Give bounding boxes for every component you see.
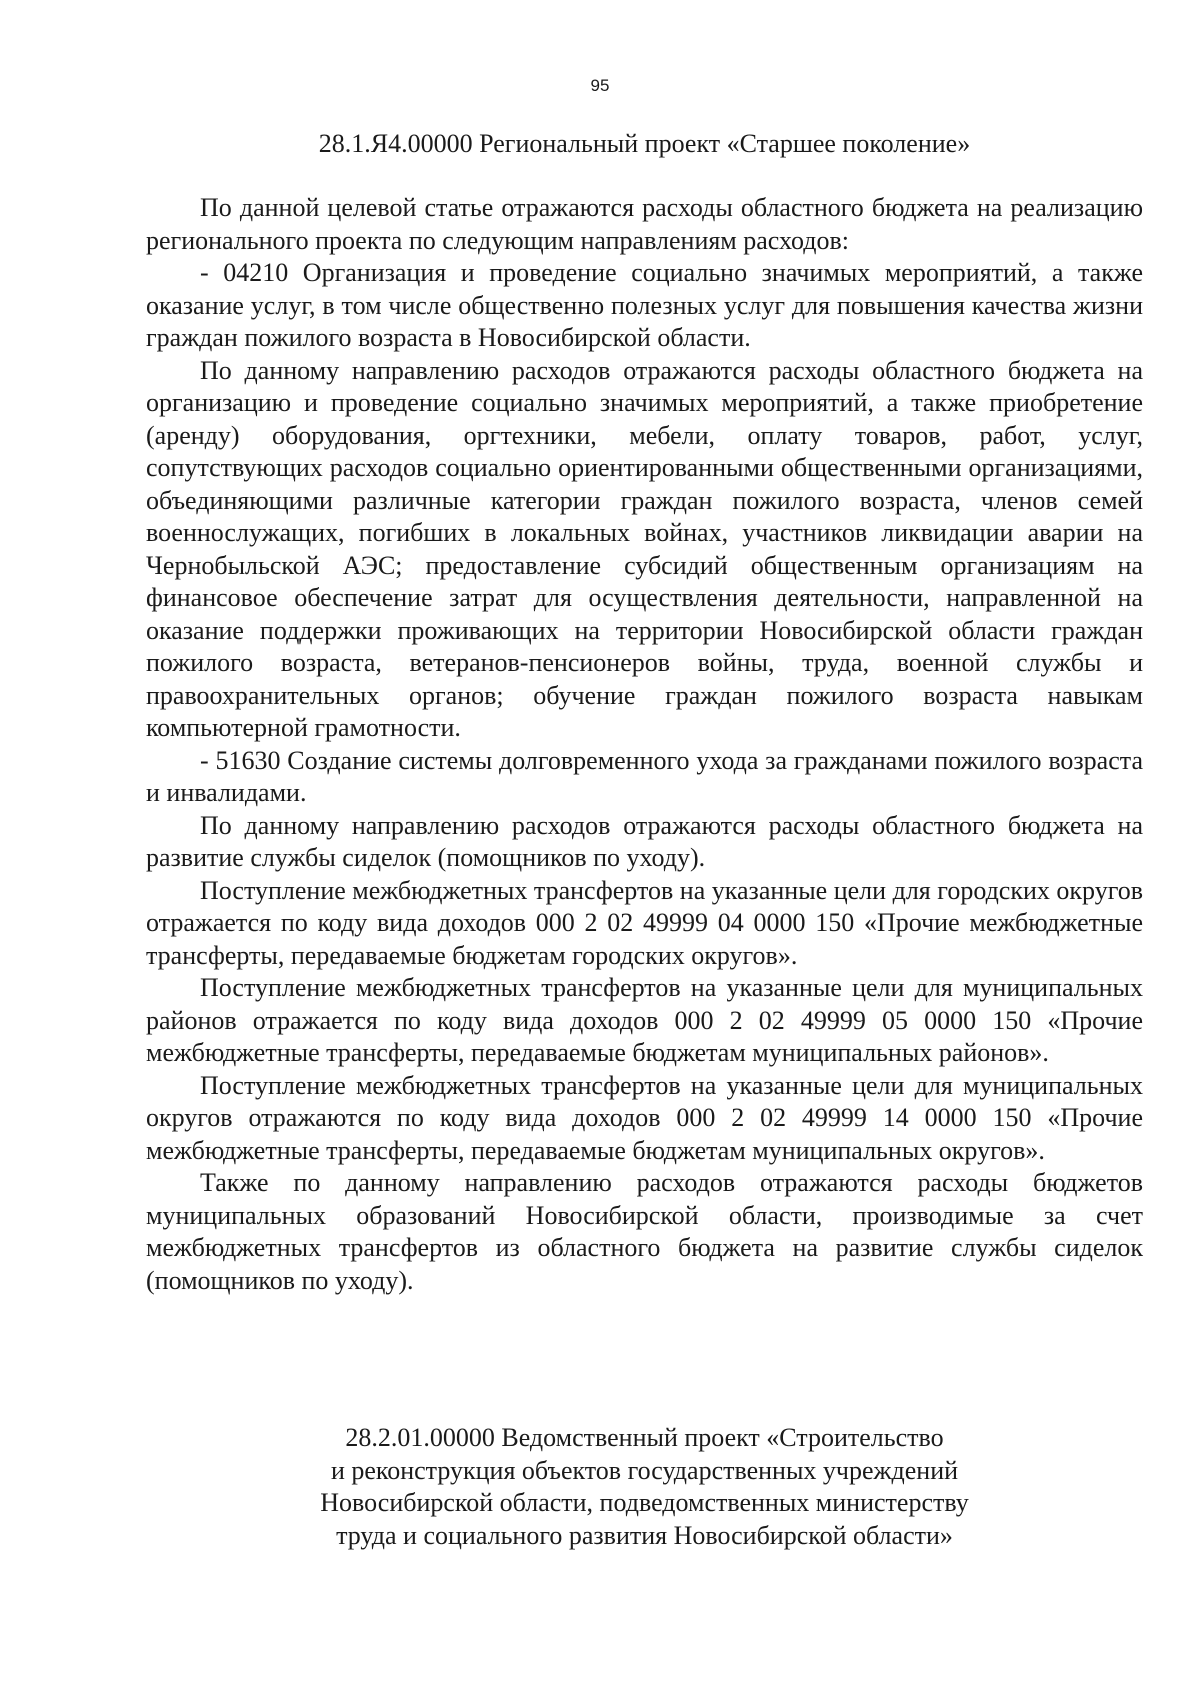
section-title-line: и реконструкция объектов государственных учреждений	[330, 1455, 959, 1485]
paragraph-transfers-municipal-okrugs: Поступление межбюджетных трансфертов на указанные цели для муниципальных округов отражаются по коду вида доходов 000 2 02 49999 14 0000 150 «Прочие межбюджетные трансферты, передаваемые бюджетам муниципальных округов».	[146, 1070, 1143, 1165]
section-title-line: 28.2.01.00000 Ведомственный проект «Строительство	[345, 1423, 944, 1452]
section-title-line: труда и социального развития Новосибирской области»	[336, 1520, 953, 1550]
paragraph-04210-description: По данному направлению расходов отражаются расходы областного бюджета на организацию и проведение социально значимых мероприятий, а также приобретение (аренду) оборудования, оргтехники, мебели, оплату товаров, работ, услуг, сопутствующих расходов социально ориентированными общественными организациями, объединяющими различные категории граждан пожилого возраста, членов семей военнослужащих, погибших в локальных войнах, участников ликвидации аварии на Чернобыльской АЭС; предоставление субсидий общественным организациям на финансовое обеспечение затрат для осуществления деятельности, направленной на оказание поддержки проживающих на территории Новосибирской области граждан пожилого возраста, ветеранов-пенсионеров войны, труда, военной службы и правоохранительных органов; обучение граждан пожилого возраста навыкам компьютерной грамотности.	[146, 355, 1143, 742]
paragraph-intro: По данной целевой статье отражаются расходы областного бюджета на реализацию регионального проекта по следующим направлениям расходов:	[146, 193, 1143, 255]
paragraph-51630-description: По данному направлению расходов отражаются расходы областного бюджета на развитие службы сиделок (помощников по уходу).	[146, 810, 1143, 872]
section-body	[146, 192, 1143, 1297]
paragraph-item-04210: - 04210 Организация и проведение социально значимых мероприятий, а также оказание услуг, в том числе общественно полезных услуг для повышения качества жизни граждан пожилого возраста в Новосибирской области.	[146, 258, 1143, 352]
section-title-line: Новосибирской области, подведомственных министерству	[320, 1488, 969, 1517]
paragraph-item-51630: - 51630 Создание системы долговременного ухода за гражданами пожилого возраста и инвалидами.	[146, 745, 1143, 807]
paragraph-transfers-city-districts: Поступление межбюджетных трансфертов на указанные цели для городских округов отражается по коду вида доходов 000 2 02 49999 04 0000 150 «Прочие межбюджетные трансферты, передаваемые бюджетам городских округов».	[146, 875, 1143, 970]
section-title-regional-project: 28.1.Я4.00000 Региональный проект «Старшее поколение»	[318, 129, 971, 158]
section-title-departmental-project	[146, 1422, 1143, 1552]
paragraph-transfers-municipal-districts: Поступление межбюджетных трансфертов на указанные цели для муниципальных районов отражается по коду вида доходов 000 2 02 49999 05 0000 150 «Прочие межбюджетные трансферты, передаваемые бюджетам муниципальных районов».	[146, 973, 1143, 1067]
paragraph-municipal-expenses: Также по данному направлению расходов отражаются расходы бюджетов муниципальных образований Новосибирской области, производимые за счет межбюджетных трансфертов из областного бюджета на развитие службы сиделок (помощников по уходу).	[146, 1168, 1143, 1295]
page-number: 95	[590, 76, 610, 95]
